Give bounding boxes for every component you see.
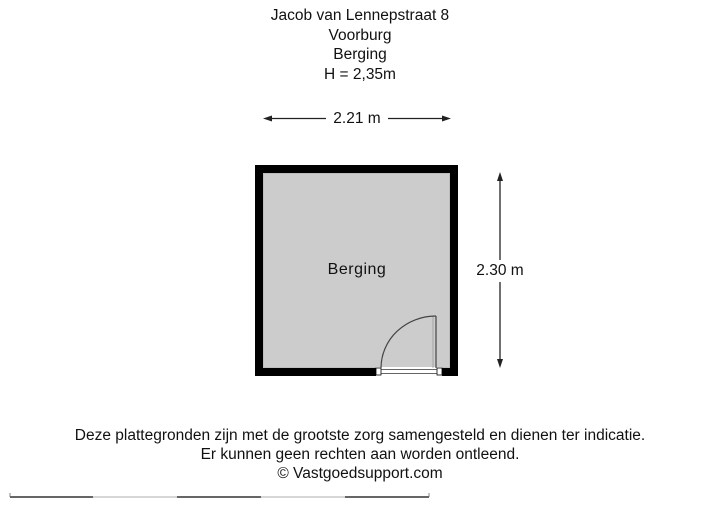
width-label: 2.21 m [333, 110, 381, 127]
door-jamb-right [437, 368, 442, 375]
room-label-berging: Berging [327, 261, 387, 278]
copyright: © Vastgoedsupport.com [277, 465, 443, 482]
address-title: Jacob van Lennepstraat 8 [270, 7, 450, 24]
depth-label: 2.30 m [470, 261, 530, 281]
disclaimer-line-1: Deze plattegronden zijn met de grootste zorg samengesteld en dienen ter indicatie. [74, 427, 646, 444]
floor-title: Berging [333, 46, 387, 63]
depth-dimension [470, 172, 530, 368]
door-jamb-left [376, 368, 381, 375]
width-dimension [263, 108, 451, 128]
disclaimer-line-2: Er kunnen geen rechten aan worden ontleend. [200, 446, 520, 463]
disclaimer [0, 426, 720, 483]
city-title: Voorburg [328, 26, 392, 44]
scale-bar [10, 493, 429, 497]
ceiling-height: H = 2,35m [324, 65, 396, 83]
